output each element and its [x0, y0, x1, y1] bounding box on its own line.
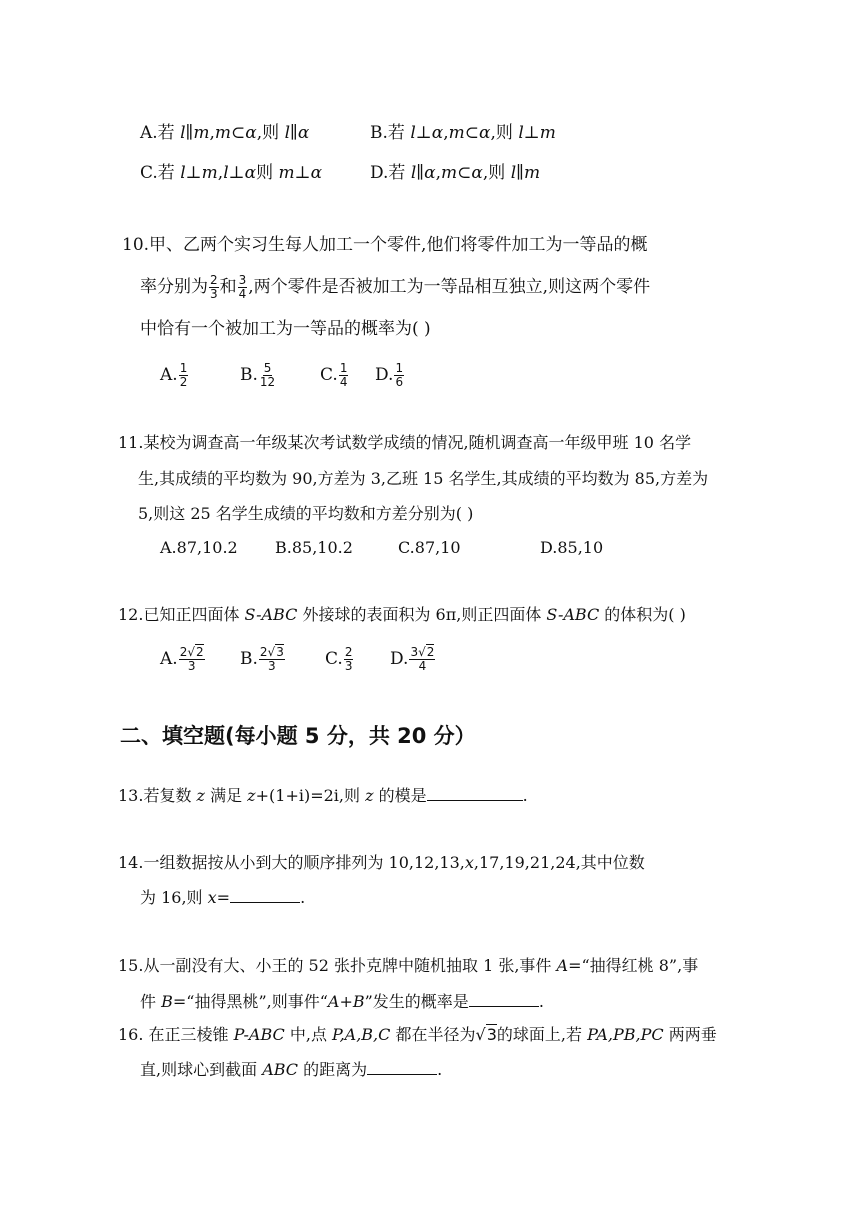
- q9-option-d: D.若 l∥α,m⊂α,则 l∥m: [370, 163, 541, 183]
- q10-option-c: C. $\frac{1}{4}$: [320, 361, 348, 389]
- q12-option-a: A. $\frac{2√2}{3}$: [160, 645, 204, 673]
- q13: 13.若复数 z 满足 z+(1+i)=2i,则 z 的模是 .: [118, 786, 528, 805]
- fraction-three-quarters: $\frac{3}{4}$: [238, 273, 247, 301]
- answer-blank[interactable]: [230, 886, 300, 903]
- q11-option-a: A.87,10.2: [160, 538, 238, 557]
- fraction-two-thirds: $\frac{2}{3}$: [210, 273, 218, 301]
- answer-blank[interactable]: [367, 1058, 437, 1075]
- q16-line-2: 直,则球心到截面 ABC 的距离为 .: [140, 1060, 443, 1079]
- q9-option-a: A.若 l∥m,m⊂α,则 l∥α: [140, 123, 310, 143]
- q10-option-d: D. $\frac{1}{6}$: [375, 361, 404, 389]
- q10-line-1: 10.甲、乙两个实习生每人加工一个零件,他们将零件加工为一等品的概: [122, 235, 648, 255]
- q15-line-1: 15.从一副没有大、小王的 52 张扑克牌中随机抽取 1 张,事件 A=“抽得红桃 8”,事: [118, 956, 699, 975]
- q11-line-3: 5,则这 25 名学生成绩的平均数和方差分别为( ): [138, 504, 474, 523]
- q11-line-2: 生,其成绩的平均数为 90,方差为 3,乙班 15 名学生,其成绩的平均数为 85,方差为: [138, 469, 709, 488]
- q12-option-c: C. $\frac{2}{3}$: [325, 645, 353, 673]
- q11-option-d: D.85,10: [540, 538, 604, 557]
- q10-line-2: 率分别为 $\frac{2}{3}$ 和 $\frac{3}{4}$ ,两个零件是否被加工为一等品相互独立,则这两个零件: [140, 273, 651, 301]
- q10-line-3: 中恰有一个被加工为一等品的概率为( ): [140, 319, 431, 339]
- answer-blank[interactable]: [427, 784, 523, 801]
- q12-line-1: 12.已知正四面体 S-ABC 外接球的表面积为 6π,则正四面体 S-ABC 的体积为( ): [118, 605, 686, 624]
- q12-option-b: B. $\frac{2√3}{3}$: [240, 645, 284, 673]
- q15-line-2: 件 B=“抽得黑桃”,则事件“A+B”发生的概率是 .: [140, 992, 544, 1011]
- answer-blank[interactable]: [469, 990, 539, 1007]
- sqrt-three: √3: [475, 1025, 497, 1044]
- q11-option-b: B.85,10.2: [275, 538, 353, 557]
- q14-line-2: 为 16,则 x= .: [140, 888, 306, 907]
- q12-option-d: D. $\frac{3√2}{4}$: [390, 645, 435, 673]
- q11-line-1: 11.某校为调查高一年级某次考试数学成绩的情况,随机调查高一年级甲班 10 名学: [118, 433, 692, 452]
- q10-option-a: A. $\frac{1}{2}$: [160, 361, 188, 389]
- q11-option-c: C.87,10: [398, 538, 461, 557]
- q14-line-1: 14.一组数据按从小到大的顺序排列为 10,12,13,x,17,19,21,24,其中位数: [118, 853, 645, 872]
- q16-line-1: 16. 在正三棱锥 P-ABC 中,点 P,A,B,C 都在半径为√3的球面上,若 PA,PB,PC 两两垂: [118, 1025, 717, 1044]
- section-heading: 二、填空题(每小题 5 分，共 20 分）: [120, 724, 476, 748]
- q9-option-b: B.若 l⊥α,m⊂α,则 l⊥m: [370, 123, 556, 143]
- q9-option-c: C.若 l⊥m,l⊥α则 m⊥α: [140, 163, 323, 183]
- q10-option-b: B. $\frac{5}{12}$: [240, 361, 276, 389]
